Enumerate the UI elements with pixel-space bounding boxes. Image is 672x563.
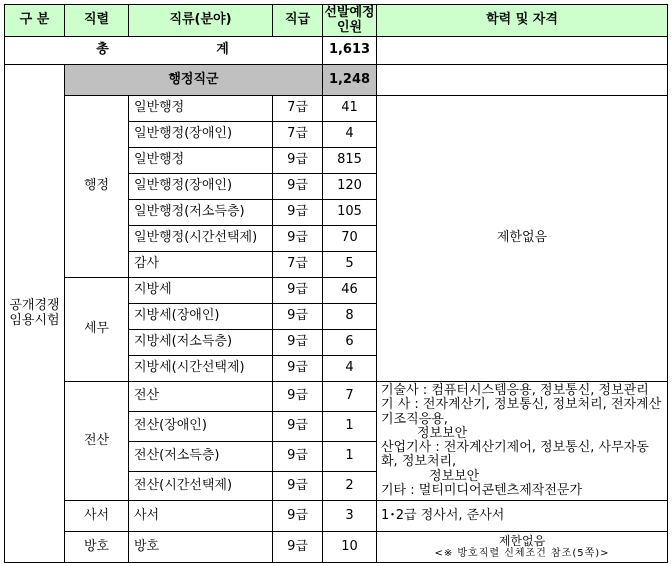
total-label-a: 총 — [96, 42, 111, 58]
admin-subtotal-label: 행정직군 — [65, 65, 323, 96]
header-category: 구 분 — [5, 5, 65, 37]
qualification-it-line2: 기 사 : 전자계산기, 정보통신, 정보처리, 전자계산기조직응용, — [381, 397, 662, 427]
row-count: 10 — [323, 532, 377, 563]
header-planned-line1: 선발예정 — [324, 5, 375, 21]
row-field: 지방세 — [129, 278, 273, 304]
header-field: 직류(분야) — [129, 5, 273, 37]
qualification-it-line3: 정보보안 — [417, 425, 468, 441]
total-label — [5, 37, 323, 65]
qualification-guard — [377, 532, 668, 563]
row-field: 일반행정 — [129, 148, 273, 174]
row-grade: 9급 — [273, 471, 323, 501]
total-row — [5, 37, 668, 65]
row-grade: 9급 — [273, 532, 323, 563]
row-grade: 9급 — [273, 411, 323, 441]
row-count: 5 — [323, 252, 377, 278]
row-count: 2 — [323, 471, 377, 501]
row-grade: 9급 — [273, 441, 323, 471]
row-grade: 9급 — [273, 226, 323, 252]
total-label-b: 계 — [216, 42, 231, 58]
row-field: 일반행정(장애인) — [129, 122, 273, 148]
total-value: 1,613 — [323, 37, 377, 65]
group-semu: 세무 — [65, 278, 129, 382]
row-field: 감사 — [129, 252, 273, 278]
row-count: 6 — [323, 330, 377, 356]
row-grade: 9급 — [273, 278, 323, 304]
row-grade: 9급 — [273, 330, 323, 356]
group-haengjeong: 행정 — [65, 96, 129, 278]
row-field: 일반행정 — [129, 96, 273, 122]
header-series: 직렬 — [65, 5, 129, 37]
row-count: 41 — [323, 96, 377, 122]
group-bangho: 방호 — [65, 532, 129, 563]
row-count: 1 — [323, 411, 377, 441]
qualification-it-line5: 정보보안 — [429, 468, 480, 484]
qualification-guard-note: <※ 방호직렬 신체조건 참조(5쪽)> — [434, 548, 610, 560]
row-field: 전산(장애인) — [129, 411, 273, 441]
group-saseo: 사서 — [65, 501, 129, 532]
qualification-unrestricted: 제한없음 — [377, 96, 668, 382]
row-grade: 9급 — [273, 148, 323, 174]
row-grade: 9급 — [273, 174, 323, 200]
admin-subtotal-qualification — [377, 65, 668, 96]
row-grade: 9급 — [273, 356, 323, 382]
admin-subtotal-row — [5, 65, 668, 96]
row-field: 일반행정(시간선택제) — [129, 226, 273, 252]
total-qualification — [377, 37, 668, 65]
qualification-it-line1: 기술사 : 컴퓨터시스템응용, 정보통신, 정보관리 — [381, 383, 649, 398]
recruitment-table — [4, 4, 668, 563]
header-grade: 직급 — [273, 5, 323, 37]
row-count: 815 — [323, 148, 377, 174]
row-field: 일반행정(저소득층) — [129, 200, 273, 226]
row-field: 지방세(저소득층) — [129, 330, 273, 356]
row-field: 지방세(시간선택제) — [129, 356, 273, 382]
row-count: 46 — [323, 278, 377, 304]
row-field: 전산 — [129, 382, 273, 412]
row-count: 4 — [323, 122, 377, 148]
table-row — [5, 382, 668, 412]
row-count: 8 — [323, 304, 377, 330]
admin-subtotal-value: 1,248 — [323, 65, 377, 96]
row-grade: 9급 — [273, 200, 323, 226]
row-count: 7 — [323, 382, 377, 412]
row-count: 70 — [323, 226, 377, 252]
table-row — [5, 96, 668, 122]
header-planned-line2: 인원 — [336, 19, 363, 35]
row-field: 전산(저소득층) — [129, 441, 273, 471]
row-field: 지방세(장애인) — [129, 304, 273, 330]
row-count: 3 — [323, 501, 377, 532]
category-cell — [5, 65, 65, 563]
table-row — [5, 501, 668, 532]
qualification-guard-main: 제한없음 — [498, 534, 546, 549]
category-line1: 공개경쟁 — [9, 298, 60, 314]
group-jeonsan: 전산 — [65, 382, 129, 501]
header-row — [5, 5, 668, 37]
row-grade: 9급 — [273, 501, 323, 532]
qualification-librarian: 1･2급 정사서, 준사서 — [377, 501, 668, 532]
qualification-it-line4: 산업기사 : 전자계산기제어, 정보통신, 사무자동화, 정보처리, — [381, 440, 649, 470]
header-planned — [323, 5, 377, 37]
qualification-it — [377, 382, 668, 501]
row-field: 일반행정(장애인) — [129, 174, 273, 200]
qualification-it-line6: 기타 : 멀티미디어콘텐츠제작전문가 — [381, 483, 583, 499]
row-count: 1 — [323, 441, 377, 471]
row-count: 120 — [323, 174, 377, 200]
category-line2: 임용시험 — [9, 312, 60, 328]
row-grade: 9급 — [273, 304, 323, 330]
row-grade: 7급 — [273, 96, 323, 122]
row-grade: 7급 — [273, 122, 323, 148]
row-field: 사서 — [129, 501, 273, 532]
row-grade: 7급 — [273, 252, 323, 278]
row-grade: 9급 — [273, 382, 323, 412]
table-row — [5, 532, 668, 563]
row-count: 4 — [323, 356, 377, 382]
row-field: 방호 — [129, 532, 273, 563]
row-count: 105 — [323, 200, 377, 226]
header-qualification: 학력 및 자격 — [377, 5, 668, 37]
row-field: 전산(시간선택제) — [129, 471, 273, 501]
